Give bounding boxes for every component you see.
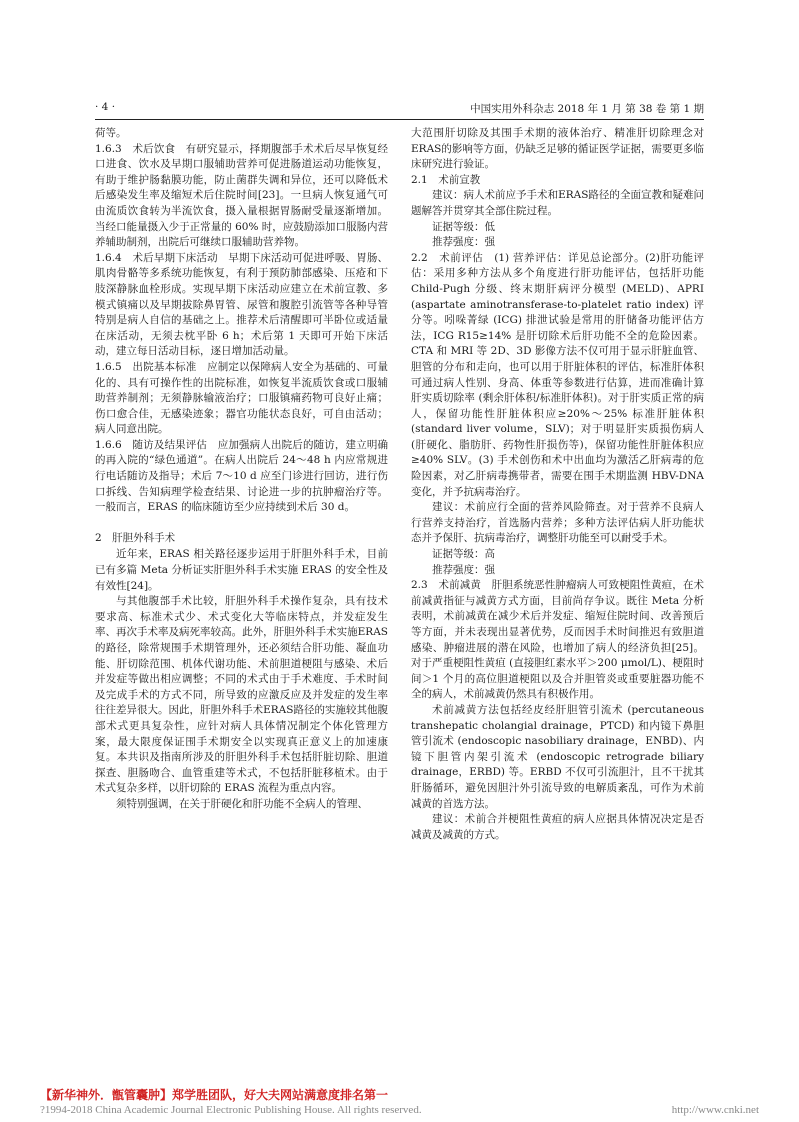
- paragraph: 2.1 术前宣教: [411, 173, 481, 186]
- right-column: [411, 126, 704, 843]
- paragraph: 荷等。: [95, 127, 127, 139]
- paragraph: 术前减黄方法包括经皮经肝胆管引流术 (percutaneous transhepatic cholangial drainage，PTCD) 和内镜下鼻胆管引流术 (endoscopic nasobiliary drainage，ENBD)、内镜下胆管内架引流术 (endoscopic retrograde biliary drainage，ERBD) 等。ERBD 不仅可引流胆汁，且不干扰其肝肠循环，避免因胆汁外引流导致的电解质紊乱，可作为术前减黄的首选方法。: [411, 703, 704, 810]
- paragraph: 大范围肝切除及其围手术期的液体治疗、精准肝切除理念对ERAS的影响等方面，仍缺乏足够的循证医学证据，需要更多临床研究进行验证。: [411, 127, 704, 171]
- paragraph: 推荐强度：强: [432, 563, 495, 576]
- paragraph: 2.3 术前减黄 肝胆系统恶性肿瘤病人可致梗阻性黄疸，在术前减黄指征与减黄方式方面，目前尚存争议。既往 Meta 分析表明，术前减黄在减少术后并发症、缩短住院时间、改善预后等方面，并未表现出显著优势，反而因手术时间推迟有致胆道感染、肿瘤进展的潜在风险，也增加了病人的经济负担[25]。对于严重梗阻性黄疸 (直接胆红素水平＞200 μmol/L)、梗阻时间＞1 个月的高位胆道梗阻以及合并胆管炎或重要脏器功能不全的病人，术前减黄仍然具有积极作用。: [411, 579, 704, 701]
- paragraph: 1.6.4 术后早期下床活动 早期下床活动可促进呼吸、胃肠、肌肉骨骼等多系统功能恢复，有利于预防肺部感染、压疮和下肢深静脉血栓形成。实现早期下床活动应建立在术前宣教、多模式镇痛以及早期拔除鼻胃管、尿管和腹腔引流管等各种导管特别是病人自信的基础之上。推荐术后清醒即可半卧位或适量在床活动，无须去枕平卧 6 h；术后第 1 天即可开始下床活动，建立每日活动目标，逐日增加活动量。: [95, 251, 388, 358]
- journal-info: 中国实用外科杂志 2018 年 1 月 第 38 卷 第 1 期: [470, 103, 704, 115]
- paragraph: 与其他腹部手术比较，肝胆外科手术操作复杂，具有技术要求高、标准术式少、术式变化大等临床特点，并发症发生率、再次手术率及病死率较高。此外，肝胆外科手术实施ERAS的路径，除常规围手术期管理外，还必须结合肝功能、凝血功能、肝切除范围、机体代谢功能、术前胆道梗阻与感染、术后并发症等做出相应调整；不同的术式由于手术难度、手术时间及完成手术的方式不同，所导致的应激反应及并发症的发生率往往差异很大。因此，肝胆外科手术ERAS路径的实施较其他腹部术式更具复杂性，应针对病人具体情况制定个体化管理方案，最大限度保证围手术期安全以实现真正意义上的加速康复。本共识及指南所涉及的肝胆外科手术包括肝脏切除、胆道探查、胆肠吻合、血管重建等术式，不包括肝脏移植术。由于术式复杂多样，以肝切除的 ERAS 流程为重点内容。: [95, 595, 388, 795]
- paragraph: 证据等级：低: [432, 220, 495, 233]
- paragraph: 1.6.6 随访及结果评估 应加强病人出院后的随访，建立明确的再入院的“绿色通道”。在病人出院后 24～48 h 内应常规进行电话随访及指导；术后 7～10 d 应至门诊进行回访，进行伤口拆线、告知病理学检查结果、讨论进一步的抗肿瘤治疗等。一般而言，ERAS 的临床随访至少应持续到术后 30 d。: [95, 438, 388, 514]
- paragraph: 建议：术前应行全面的营养风险筛查。对于营养不良病人行营养支持治疗，首选肠内营养；多种方法评估病人肝功能状态并予保肝、抗病毒治疗，调整肝功能至可以耐受手术。: [411, 501, 704, 545]
- cnki-url[interactable]: http://www.cnki.net: [671, 1104, 759, 1116]
- footer-copyright: [40, 1104, 759, 1116]
- footer-ad-link[interactable]: 【新华神外．甑管囊肿】郑学胜团队，好大夫网站满意度排名第一: [40, 1088, 389, 1102]
- running-header: [95, 97, 704, 120]
- paragraph: 须特别强调，在关于肝硬化和肝功能不全病人的管理、: [116, 797, 368, 810]
- paragraph: 1.6.5 出院基本标准 应制定以保障病人安全为基础的、可量化的、具有可操作性的出院标准，如恢复半流质饮食或口服辅助营养制剂；无须静脉输液治疗；口服镇痛药物可良好止痛；伤口愈合佳，无感染迹象；器官功能状态良好，可自由活动；病人同意出院。: [95, 360, 388, 436]
- page-number: · 4 ·: [95, 101, 116, 113]
- copyright-text: ?1994-2018 China Academic Journal Electronic Publishing House. All rights reserved.: [40, 1104, 422, 1116]
- paragraph: 推荐强度：强: [432, 236, 495, 249]
- paragraph: 2 肝胆外科手术: [95, 531, 176, 544]
- paragraph: 建议：术前合并梗阻性黄疸的病人应据具体情况决定是否减黄及减黄的方式。: [411, 813, 704, 841]
- left-column: [95, 126, 388, 813]
- paragraph: 2.2 术前评估 (1) 营养评估：详见总论部分。(2)肝功能评估：采用多种方法从多个角度进行肝功能评估，包括肝功能 Child-Pugh 分级、终末期肝病评分模型 (MELD)、APRI (aspartate aminotransferase-to-platelet ratio index) 评分等。吲哚菁绿 (ICG) 排泄试验是常用的肝储备功能评估方法，ICG R15≥14% 是肝切除术后肝功能不全的危险因素。CTA 和 MRI 等 2D、3D 影像方法不仅可用于显示肝脏血管、胆管的分布和走向，也可以用于肝脏体积的评估，标准肝体积可通过病人性别、身高、体重等参数进行估算，进而准确计算肝实质切除率 (剩余肝体积/标准肝体积)。对于肝实质正常的病人，保留功能性肝脏体积应≥20%～25% 标准肝脏体积 (standard liver volume，SLV)；对于明显肝实质损伤病人 (肝硬化、脂肪肝、药物性肝损伤等)，保留功能性肝脏体积应≥40% SLV。(3) 手术创伤和术中出血均为激活乙肝病毒的危险因素，对乙肝病毒携带者，需要在围手术期监测 HBV-DNA 变化，并予抗病毒治疗。: [411, 251, 704, 498]
- paragraph: 1.6.3 术后饮食 有研究显示，择期腹部手术术后尽早恢复经口进食、饮水及早期口服辅助营养可促进肠道运动功能恢复，有助于维护肠黏膜功能，防止菌群失调和异位，还可以降低术后感染发生率及缩短术后住院时间[23]。一旦病人恢复通气可由流质饮食转为半流饮食，摄入量根据胃肠耐受量逐渐增加。当经口能量摄入少于正常量的 60% 时，应鼓励添加口服肠内营养辅助制剂，出院后可继续口服辅助营养物。: [95, 142, 388, 249]
- paragraph: 证据等级：高: [432, 548, 495, 561]
- paragraph: 近年来，ERAS 相关路径逐步运用于肝胆外科手术，目前已有多篇 Meta 分析证实肝胆外科手术实施 ERAS 的安全性及有效性[24]。: [95, 548, 388, 592]
- paragraph: 建议：病人术前应予手术和ERAS路径的全面宣教和疑难问题解答并贯穿其全部住院过程。: [411, 189, 704, 217]
